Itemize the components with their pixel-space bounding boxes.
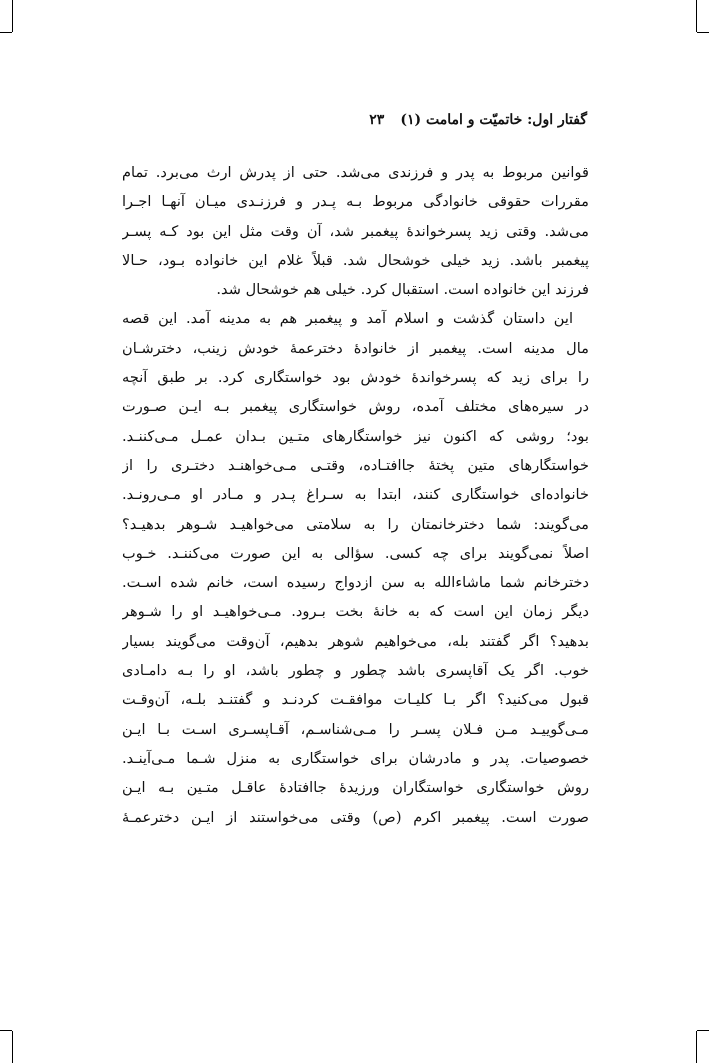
- text-line: قوانین مربوط به پدر و فرزندی می‌شد. حتی از پدرش ارث می‌برد. تمام: [122, 164, 589, 181]
- crop-mark-top-left-vertical: [12, 0, 13, 32]
- text-line: خواستگارهای متین پختهٔ جاافتـاده، وقتـی مـی‌خواهنـد دختـری را از: [122, 456, 589, 474]
- text-line: خوب. اگر یک آقاپسری باشد چطور و چطور باشد، او را بـه دامـادی: [122, 662, 589, 680]
- text-line: اصلاً نمی‌گویند برای چه کسی. سؤالی به این صورت می‌کننـد. خـوب: [122, 544, 589, 562]
- text-line: صورت است. پیغمبر اکرم (ص) وقتی می‌خواستند از ایـن دخترعمـهٔ: [122, 808, 589, 826]
- text-line: قبول می‌کنید؟ اگر بـا کلیـات موافقـت کردنـد و گفتنـد بلـه، آن‌وقـت: [122, 691, 589, 709]
- text-line: دیگر زمان این است که به خانهٔ بخت بـرود. مـی‌خواهیـد او را شـوهر: [122, 603, 589, 621]
- crop-mark-top-right-vertical: [696, 0, 697, 32]
- crop-mark-top-left-horizontal: [0, 32, 12, 33]
- crop-mark-top-right-horizontal: [697, 32, 709, 33]
- text-line: این داستان گذشت و اسلام آمد و پیغمبر هم به مدینه آمد. این قصه: [122, 310, 573, 328]
- text-line: بود؛ روشی که اکنون نیز خواستگارهای متـین بـدان عمـل مـی‌کننـد.: [122, 427, 589, 445]
- text-line: فرزند این خانواده است. استقبال کرد. خیلی هم خوشحال شد.: [216, 281, 589, 299]
- text-line: در سیره‌های مختلف آمده، روش خواستگاری پیغمبر بـه ایـن صـورت: [122, 398, 589, 416]
- text-line: مال مدینه است. پیغمبر از خانوادهٔ دخترعمهٔ خودش زینب، دخترشـان: [122, 339, 589, 357]
- text-line: مـی‌گوییـد مـن فـلان پسـر را مـی‌شناسـم، آقـاپسـری اسـت بـا ایـن: [122, 720, 589, 738]
- body-text: [122, 158, 589, 832]
- page-number: ۲۳: [369, 112, 385, 128]
- text-line: دخترخانم شما ماشاءالله به سن ازدواج رسیده است، خانم شده اسـت.: [122, 574, 589, 592]
- text-line: می‌گویند: شما دخترخانمتان را به سلامتی می‌خواهیـد شـوهر بدهیـد؟: [122, 515, 589, 533]
- running-header: [369, 112, 587, 128]
- text-line: خصوصیات. پدر و مادرشان برای خواستگاری به منزل شـما مـی‌آینـد.: [122, 749, 589, 767]
- text-line: می‌شد. وقتی زید پسرخواندهٔ پیغمبر شد، آن وقت مثل این بود کـه پسـر: [122, 222, 589, 240]
- text-line: بدهید؟ اگر گفتند بله، می‌خواهیم شوهر بدهیم، آن‌وقت می‌گویند بسیار: [122, 632, 589, 650]
- text-line: پیغمبر باشد. زید خیلی خوشحال شد. قبلاً غلام این خانواده بـود، حـالا: [122, 251, 589, 269]
- crop-mark-bottom-right-vertical: [696, 1031, 697, 1063]
- text-line: مقررات حقوقی خانوادگی مربوط بـه پـدر و فرزنـدی میـان آنهـا اجـرا: [122, 193, 589, 211]
- crop-mark-bottom-left-horizontal: [0, 1030, 12, 1031]
- text-line: را برای زید که پسرخواندهٔ خودش بود خواستگاری کرد. بر طبق آنچه: [122, 369, 589, 387]
- running-title: گفتار اول: خاتمیّت و امامت (۱): [400, 112, 587, 128]
- text-line: خانواده‌ای خواستگاری کنند، ابتدا به سـراغ پـدر و مـادر او مـی‌رونـد.: [122, 486, 589, 504]
- text-line: روش خواستگاری خواستگاران ورزیدهٔ جاافتادهٔ عاقـل متـین بـه ایـن: [122, 779, 589, 797]
- crop-mark-bottom-right-horizontal: [697, 1030, 709, 1031]
- crop-mark-bottom-left-vertical: [12, 1031, 13, 1063]
